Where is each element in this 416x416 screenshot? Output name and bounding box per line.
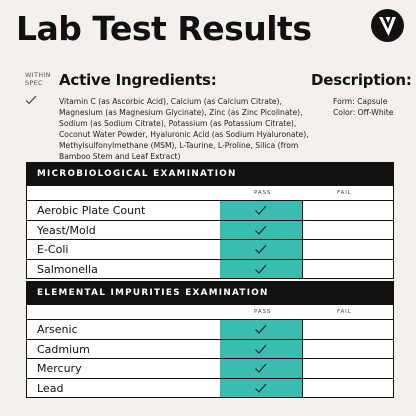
description-color: Color: Off-White [333, 108, 394, 117]
check-icon [254, 343, 267, 355]
pass-cell [220, 221, 302, 240]
check-icon [254, 382, 267, 394]
fail-cell [302, 201, 393, 220]
test-name: Lead [37, 381, 64, 395]
table-row [27, 259, 393, 279]
pass-column-label: PASS [254, 309, 272, 315]
check-icon [254, 243, 267, 255]
microbiological-title: MICROBIOLOGICAL EXAMINATION [27, 163, 393, 186]
table-row [27, 239, 393, 259]
fail-cell [302, 379, 393, 398]
check-icon [254, 263, 267, 275]
test-name: Salmonella [37, 262, 98, 276]
pass-cell [220, 320, 302, 339]
description-form: Form: Capsule [333, 97, 388, 106]
test-name: Arsenic [37, 323, 78, 336]
fail-cell [302, 260, 393, 279]
test-name: E-Coli [37, 243, 69, 256]
description-details [333, 96, 393, 118]
table-row [27, 319, 393, 339]
description-heading: Description: [311, 71, 412, 89]
pass-cell [220, 240, 302, 259]
test-name: Cadmium [37, 342, 90, 356]
page-title: Lab Test Results [16, 9, 312, 48]
pass-cell [220, 379, 302, 398]
fail-cell [302, 359, 393, 378]
fail-column-label: FAIL [337, 309, 352, 315]
microbiological-column-header [27, 186, 393, 200]
test-name: Mercury [37, 362, 82, 375]
v-chevron-logo-icon [371, 9, 404, 42]
elemental-column-header [27, 305, 393, 319]
check-icon [254, 362, 267, 374]
active-ingredients-text: Vitamin C (as Ascorbic Acid), Calcium (as Calcium Citrate), Magnesium (as Magnesium Glycinate), Zinc (as Zinc Picolinate), Sodium (as Sodium Citrate), Potassium (as Potassium Citrate), Coconut Water Powder, Hyaluronic Acid (as Sodium Hyaluronate), Methylsulfonylmethane (MSM), L-Taurine, L-Proline, Silica (from Bamboo Stem and Leaf Extract) [59, 97, 309, 162]
pass-cell [220, 201, 302, 220]
table-row [27, 339, 393, 359]
fail-column-label: FAIL [337, 190, 352, 196]
pass-cell [220, 260, 302, 279]
pass-cell [220, 340, 302, 359]
table-row [27, 200, 393, 220]
table-row [27, 378, 393, 398]
fail-cell [302, 221, 393, 240]
fail-cell [302, 240, 393, 259]
table-row [27, 358, 393, 378]
within-spec-label: WITHIN SPEC [25, 71, 51, 87]
check-icon [254, 323, 267, 335]
test-name: Yeast/Mold [37, 223, 96, 237]
elemental-section [26, 281, 394, 398]
check-icon [25, 94, 37, 106]
check-icon [254, 204, 267, 216]
pass-cell [220, 359, 302, 378]
check-icon [254, 224, 267, 236]
microbiological-section [26, 162, 394, 279]
table-row [27, 220, 393, 240]
test-name: Aerobic Plate Count [37, 204, 146, 217]
elemental-title: ELEMENTAL IMPURITIES EXAMINATION [27, 282, 393, 305]
fail-cell [302, 340, 393, 359]
fail-cell [302, 320, 393, 339]
pass-column-label: PASS [254, 190, 272, 196]
active-ingredients-heading: Active Ingredients: [59, 71, 217, 89]
